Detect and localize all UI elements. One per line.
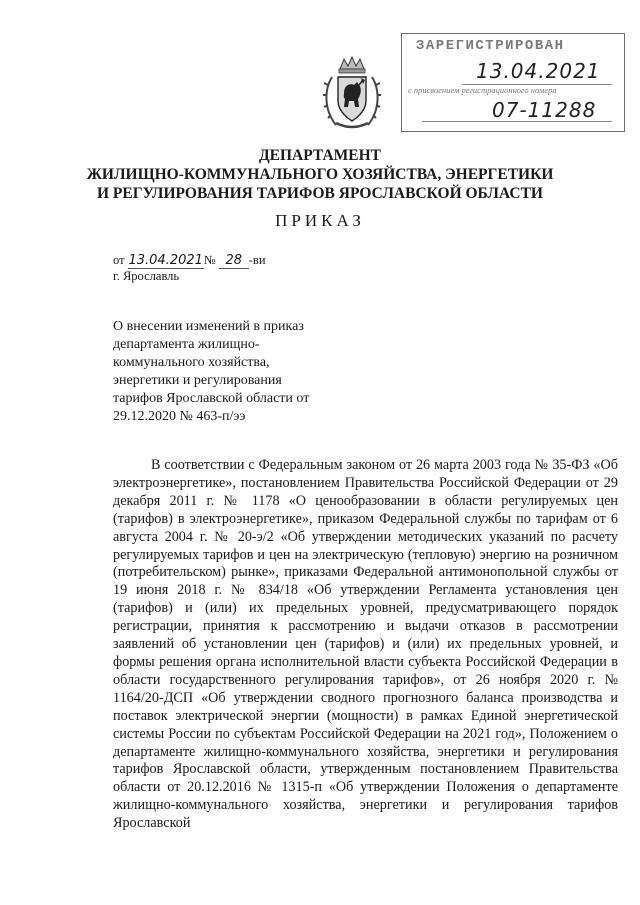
department-line: ДЕПАРТАМЕНТ [258,147,382,164]
document-type: ПРИКАЗ [275,211,365,230]
order-body: В соответствии с Федеральным законом от 26 марта 2003 года № 35-ФЗ «Об электроэнергетике», постановлением Правительства Российской Федерации от 29 декабря 2011 г. № 1178 «О ценообразовании в области регулируемых цен (тарифов) в электроэнергетике», приказом Федеральной службы по тарифам от 6 августа 2004 г. № 20-э/2 «Об утверждении методических указаний по расчету регулируемых тарифов и цен на электрическую (тепловую) энергию на розничном (потребительском) рынке», приказами Федеральной антимонопольной службы от 19 июня 2018 г. № 834/18 «Об утверждении Регламента установления цен (тарифов) и (или) их предельных уровней, предусматривающего порядок регистрации, принятия к рассмотрению и выдачи отказов в рассмотрении заявлений об установлении цен (тарифов) и (или) их предельных уровней, и формы решения органа исполнительной власти субъекта Российской Федерации в области государственного регулирования тарифов», от 26 ноября 2020 г. № 1164/20-ДСП «Об утверждении сводного прогнозного баланса производства и поставок электрической энергии (мощности) в рамках Единой энергетической системы России по субъектам Российской Федерации на 2021 год», Положением о департаменте жилищно-коммунального хозяйства, энергетики и регулирования тарифов Ярославской области, утвержденным постановлением Правительства области от 20.12.2016 № 1315-п «Об утверждении Положения о департаменте жилищно-коммунального хозяйства, энергетики и регулирования тарифов Ярославской [113,457,618,832]
city: г. Ярославль [113,269,180,283]
order-date-number [113,253,266,269]
number-label: № [203,253,216,267]
stamp-title: ЗАРЕГИСТРИРОВАН [416,38,565,54]
order-number: 28 [219,253,249,269]
from-label: от [113,253,125,267]
department-line: И РЕГУЛИРОВАНИЯ ТАРИФОВ ЯРОСЛАВСКОЙ ОБЛАСТИ [97,185,543,202]
order-date: 13.04.2021 [128,253,203,268]
stamp-number: 07-11288 [492,98,597,122]
stamp-divider [422,121,612,122]
stamp-date: 13.04.2021 [476,59,601,83]
coat-of-arms-icon [322,55,382,133]
stamp-caption: с присвоением регистрационного номера [408,85,557,95]
order-subject: О внесении изменений в приказ департамента жилищно-коммунального хозяйства, энергетики и регулирования тарифов Ярославской области от 29.12.2020 № 463-п/ээ [113,319,310,424]
registration-stamp [401,33,625,132]
department-title [0,146,640,203]
department-line: ЖИЛИЩНО-КОММУНАЛЬНОГО ХОЗЯЙСТВА, ЭНЕРГЕТИКИ [86,166,554,183]
order-suffix: -ви [248,253,266,267]
